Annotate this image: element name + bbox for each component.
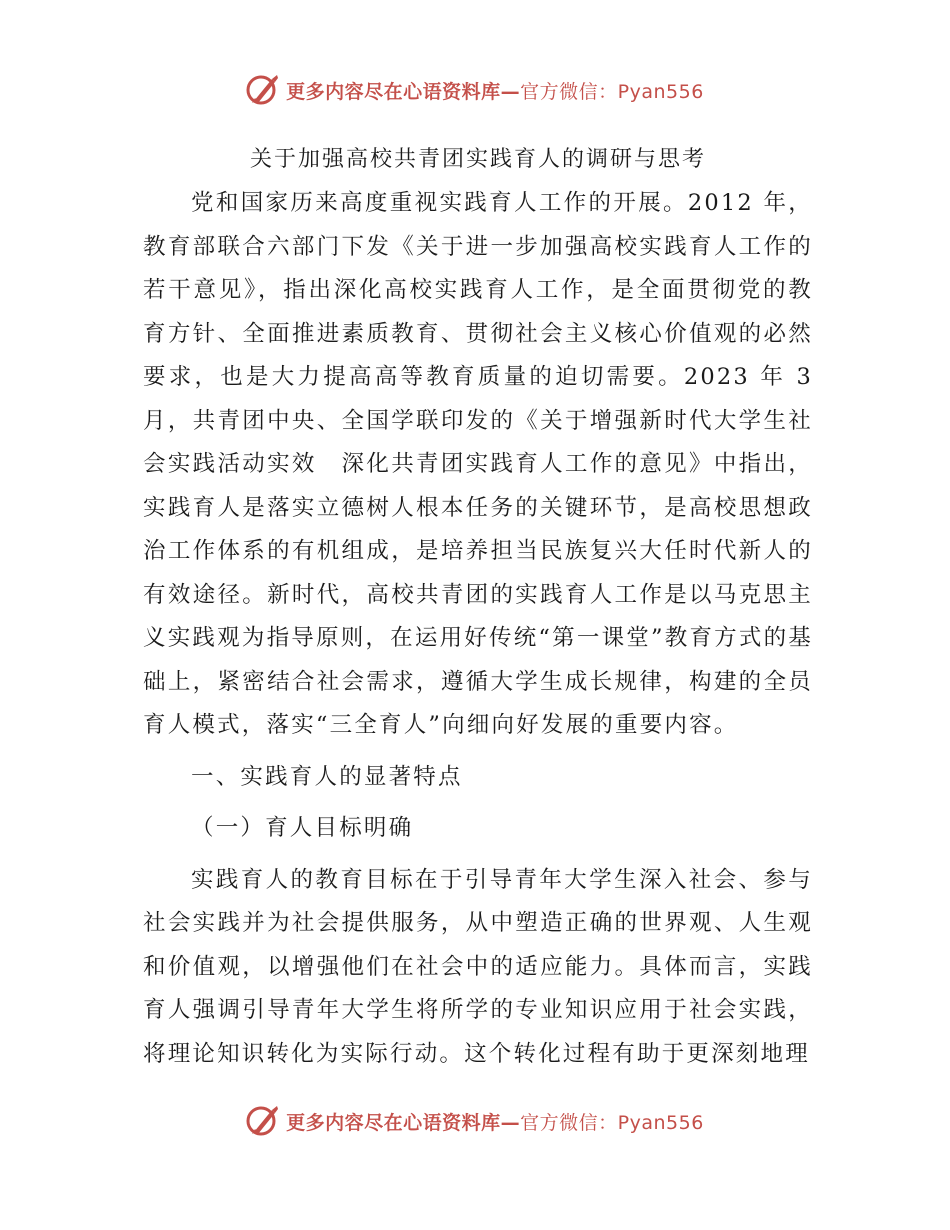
watermark-contact-text: 官方微信：Pyan556 xyxy=(520,1111,704,1134)
document-body xyxy=(143,140,813,1076)
section-heading: 一、实践育人的显著特点 xyxy=(191,763,463,790)
watermark-text xyxy=(286,77,704,104)
intro-paragraph: 党和国家历来高度重视实践育人工作的开展。2012 年，教育部联合六部门下发《关于进一步加强高校实践育人工作的若干意见》，指出深化高校实践育人工作，是全面贯彻党的教育方针、全面推进素质教育、贯彻社会主义核心价值观的必然要求，也是大力提高高等教育质量的迫切需要。2023 年 3 月，共青团中央、全国学联印发的《关于增强新时代大学生社会实践活动实效 深化共青团实践育人工作的意见》中指出，实践育人是落实立德树人根本任务的关键环节，是高校思想政治工作体系的有机组成，是培养担当民族复兴大任时代新人的有效途径。新时代，高校共青团的实践育人工作是以马克思主义实践观为指导原则，在运用好传统“第一课堂”教育方式的基础上，紧密结合社会需求，遵循大学生成长规律，构建的全员育人模式，落实“三全育人”向细向好发展的重要内容。 xyxy=(143,190,813,738)
header-watermark xyxy=(0,70,950,110)
watermark-site-text: 更多内容尽在心语资料库— xyxy=(286,1111,521,1134)
body-paragraph: 实践育人的教育目标在于引导青年大学生深入社会、参与社会实践并为社会提供服务，从中塑造正确的世界观、人生观和价值观，以增强他们在社会中的适应能力。具体而言，实践育人强调引导青年大学生将所学的专业知识应用于社会实践，将理论知识转化为实际行动。这个转化过程有助于更深刻地理 xyxy=(143,866,813,1067)
footer-watermark xyxy=(0,1101,950,1141)
watermark-text xyxy=(286,1108,704,1135)
quill-logo-icon xyxy=(246,73,280,107)
quill-logo-icon xyxy=(246,1104,280,1138)
watermark-contact-text: 官方微信：Pyan556 xyxy=(520,80,704,103)
document-title: 关于加强高校共青团实践育人的调研与思考 xyxy=(249,147,706,172)
watermark-site-text: 更多内容尽在心语资料库— xyxy=(286,80,521,103)
subsection-heading: （一）育人目标明确 xyxy=(191,815,414,841)
